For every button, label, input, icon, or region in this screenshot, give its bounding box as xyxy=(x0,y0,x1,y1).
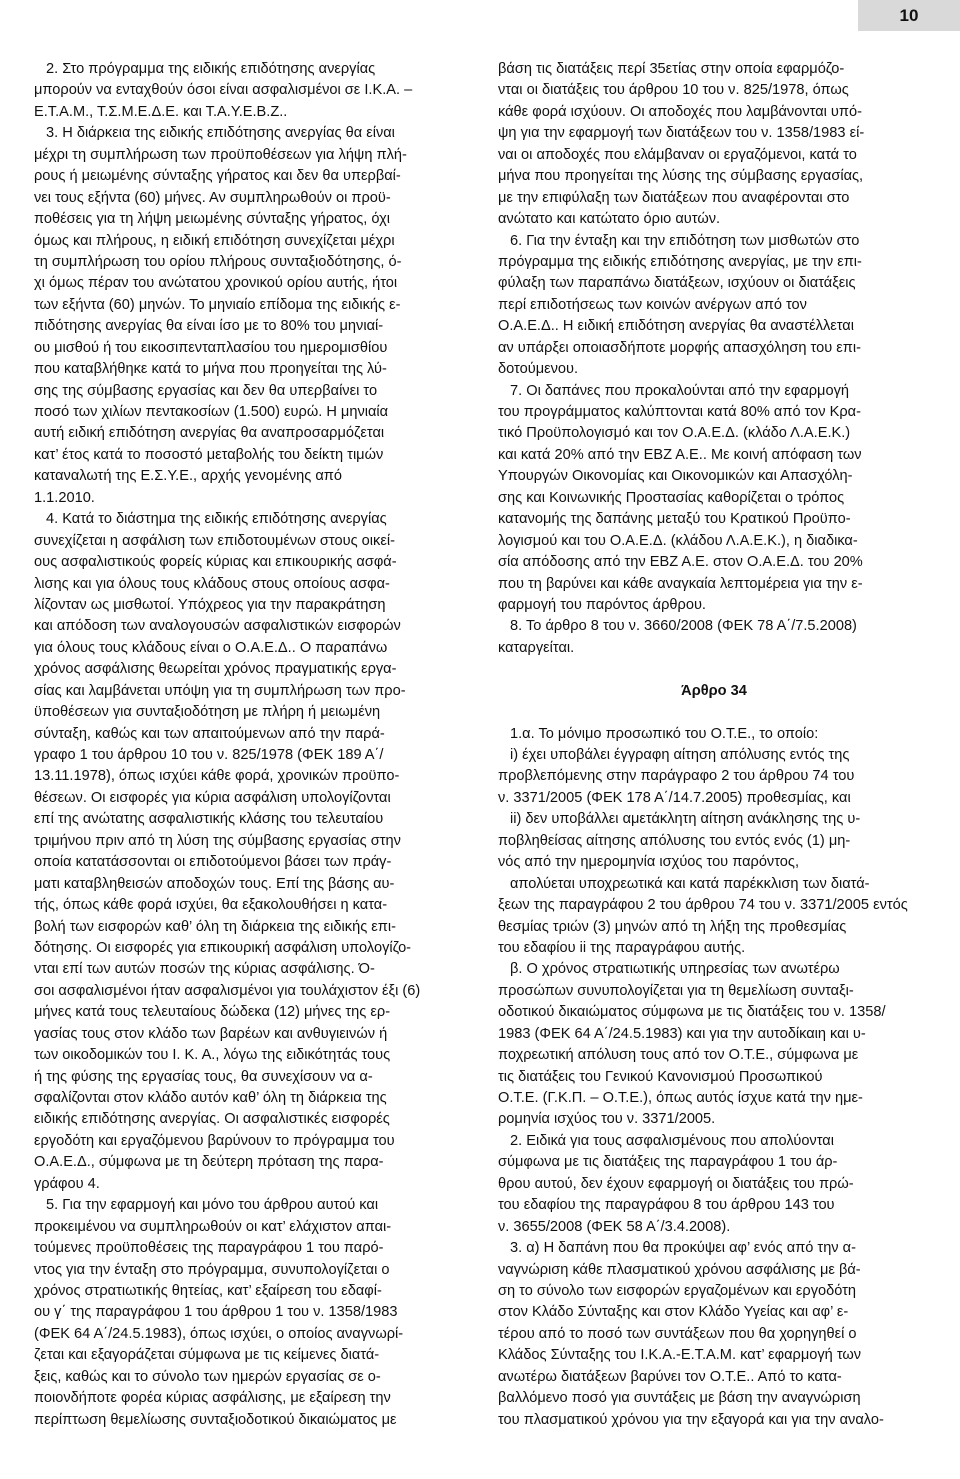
text-line: ου γ΄ της παραγράφου 1 του άρθρου 1 του ν. 1358/1983 xyxy=(34,1304,398,1321)
text-line: προβλεπόμενης στην παράγραφο 2 του άρθρου 74 του xyxy=(498,768,855,785)
text-line: θεσμίας τριών (3) μηνών από τη λήξη της προθεσμίας xyxy=(498,918,847,935)
text-line: τη συμπλήρωση του ορίου πλήρους συνταξιοδότησης, ό- xyxy=(34,253,402,270)
text-line: Ο.Α.Ε.Δ.. Η ειδική επιδότηση ανεργίας θα αναστέλλεται xyxy=(498,318,854,335)
text-line: σοι ασφαλισμένοι ήταν ασφαλισμένοι για τουλάχιστον έξι (6) xyxy=(34,982,421,999)
text-line: βολή των εισφορών καθ’ όλη τη διάρκεια της ειδικής επι- xyxy=(34,918,396,935)
text-line: Ο.Τ.Ε. (Γ.Κ.Π. – Ο.Τ.Ε.), όπως αυτός ίσχυε κατά την ημε- xyxy=(498,1090,863,1106)
text-line: ποθέσεις για τη λήψη μειωμένης σύνταξης γήρατος, όχι xyxy=(34,211,390,228)
text-line: ανώτατο και κατώτατο όριο αυτών. xyxy=(498,211,721,228)
text-line: ους ασφαλιστικούς φορείς κύριας και επικουρικής ασφά- xyxy=(34,554,397,571)
text-line: νει τους εξήντα (60) μήνες. Αν συμπληρωθούν οι προϋ- xyxy=(34,189,391,206)
text-line: ρομηνία ισχύος του ν. 3371/2005. xyxy=(498,1111,716,1128)
text-line: ποβληθείσας αίτησης απόλυσης του εντός ενός (1) μη- xyxy=(498,832,851,849)
text-line: Ε.Τ.Α.Μ., Τ.Σ.Μ.Ε.Δ.Ε. και Τ.Α.Υ.Ε.Β.Ζ.. xyxy=(34,103,288,120)
text-line: ν. 3371/2005 (ΦΕΚ 178 Α΄/14.7.2005) προθεσμίας, και xyxy=(498,789,851,806)
text-line: ανωτέρω διατάξεων βαρύνει τον Ο.Τ.Ε.. Από το κατα- xyxy=(498,1368,842,1385)
text-line: απολύεται υποχρεωτικά και κατά παρέκκλιση των διατά- xyxy=(510,875,870,892)
text-line: και απόδοση των αναλογουσών ασφαλιστικών εισφορών xyxy=(34,618,401,635)
text-line: 2. Στο πρόγραμμα της ειδικής επιδότησης ανεργίας xyxy=(46,61,376,77)
text-line: σης της σύμβασης εργασίας και δεν θα υπερβαίνει το xyxy=(34,382,378,399)
text-line: χρόνος στρατιωτικής θητείας, κατ’ εξαίρεση του εδαφί- xyxy=(34,1282,382,1299)
text-line: 4. Κατά το διάστημα της ειδικής επιδότησης ανεργίας xyxy=(46,511,387,528)
text-line: 1983 (ΦΕΚ 64 Α΄/24.5.1983) και για την αυτοδίκαιη και υ- xyxy=(498,1025,866,1042)
text-line: κατ’ έτος κατά το ποσοστό μεταβολής του δείκτη τιμών xyxy=(34,446,384,463)
text-line: Ο.Α.Ε.Δ., σύμφωνα με τη δεύτερη πρόταση της παρα- xyxy=(34,1154,384,1171)
text-line: φύλαξη των παραπάνω διατάξεων, ισχύουν οι διατάξεις xyxy=(498,275,856,292)
text-line: ναι οι αποδοχές που ελάμβαναν οι εργαζόμενοι, κατά το xyxy=(498,146,857,163)
text-line: νται οι διατάξεις του άρθρου 10 του ν. 825/1978, όπως xyxy=(498,82,849,99)
text-line: σία απόδοσης από την ΕΒΖ Α.Ε. στον Ο.Α.Ε.Δ. του 20% xyxy=(498,554,863,571)
text-line: βάση τις διατάξεις περί 35ετίας στην οποία εφαρμόζο- xyxy=(498,61,845,77)
page-number-box xyxy=(858,0,960,31)
text-line: αν υπάρξει οποιασδήποτε μορφής απασχόληση του επι- xyxy=(498,339,861,356)
text-line: β. Ο χρόνος στρατιωτικής υπηρεσίας των ανωτέρω xyxy=(510,961,840,978)
text-line: τικό Προϋπολογισμό και τον Ο.Α.Ε.Δ. (κλάδο Λ.Α.Ε.Κ.) xyxy=(498,425,851,442)
text-line: ξεις, καθώς και το σύνολο των ημερών εργασίας σε ο- xyxy=(34,1368,381,1385)
text-line: δότησης. Οι εισφορές για επικουρική ασφάλιση υπολογίζο- xyxy=(34,939,412,956)
text-line: των εξήντα (60) μηνών. Το μηνιαίο επίδομα της ειδικής ε- xyxy=(34,296,401,313)
text-line: ναγνώριση κάθε πλασματικού χρόνου ασφάλισης με βά- xyxy=(498,1261,861,1278)
text-line: 3. Η διάρκεια της ειδικής επιδότησης ανεργίας θα είναι xyxy=(46,125,395,142)
text-line: 1.1.2010. xyxy=(34,489,95,506)
text-line: μπορούν να ενταχθούν όσοι είναι ασφαλισμένοι σε Ι.Κ.Α. – xyxy=(34,82,413,99)
text-line: του εδαφίου ii της παραγράφου αυτής. xyxy=(498,939,746,956)
text-line: ψη για την εφαρμογή των διατάξεων του ν. 1358/1983 εί- xyxy=(498,125,865,142)
text-line: στον Κλάδο Σύνταξης και στον Κλάδο Υγείας και αφ’ ε- xyxy=(498,1304,849,1321)
text-line: με την επιφύλαξη των διατάξεων που αναφέρονται στο xyxy=(498,189,850,206)
text-line: γραφο 1 του άρθρου 10 του ν. 825/1978 (ΦΕΚ 189 Α΄/ xyxy=(34,747,384,763)
text-line: του εδαφίου της παραγράφου 8 του άρθρου 143 του xyxy=(498,1197,835,1214)
text-line: του προγράμματος καλύπτονται κατά 80% από τον Κρα- xyxy=(498,404,861,420)
text-line: σύνταξη, καθώς και των απαιτούμενων από την παρά- xyxy=(34,725,385,742)
text-line: όμως και πλήρους, η ειδική επιδότηση συνεχίζεται μέχρι xyxy=(34,232,395,249)
text-line: εργοδότη και εργαζόμενου βαρύνουν το πρόγραμμα του xyxy=(34,1132,395,1149)
text-line: ου μισθού ή του εικοσιπενταπλασίου του ημερομισθίου xyxy=(34,339,388,356)
text-line: φαρμογή του παρόντος άρθρου. xyxy=(498,596,706,613)
text-line: ρους ή μειωμένης σύνταξης γήρατος και δεν θα υπερβαί- xyxy=(34,168,401,185)
text-line: καταναλωτή της Ε.Σ.Υ.Ε., αρχής γενομένης από xyxy=(34,468,342,485)
blank-line xyxy=(498,659,930,680)
text-line: Κλάδος Σύνταξης του Ι.Κ.Α.-Ε.Τ.Α.Μ. κατ’ εφαρμογή των xyxy=(498,1347,862,1364)
text-line: 8. Το άρθρο 8 του ν. 3660/2008 (ΦΕΚ 78 Α΄/7.5.2008) xyxy=(510,618,857,635)
text-line: ση το σύνολο των εισφορών εργαζομένων και εργοδότη xyxy=(498,1282,857,1299)
text-line: γράφου 4. xyxy=(34,1175,100,1192)
text-line: ή της φύσης της εργασίας τους, θα συνεχίσουν να α- xyxy=(34,1068,373,1085)
text-line: τέρου από το ποσό των συντάξεων που θα χορηγηθεί ο xyxy=(498,1325,857,1342)
text-line: (ΦΕΚ 64 Α΄/24.5.1983), όπως ισχύει, ο οποίος αναγνωρί- xyxy=(34,1325,404,1342)
text-line: τις διατάξεις του Γενικού Κανονισμού Προσωπικού xyxy=(498,1068,823,1085)
right-column xyxy=(498,59,930,1477)
text-line: 1.α. Το μόνιμο προσωπικό του Ο.Τ.Ε., το οποίο: xyxy=(510,725,819,742)
text-line: λισης και για όλους τους κλάδους στους οποίους ασφα- xyxy=(34,575,390,592)
text-line: 7. Οι δαπάνες που προκαλούνται από την εφαρμογή xyxy=(510,382,849,399)
text-line: Υπουργών Οικονομίας και Οικονομικών και Απασχόλη- xyxy=(498,468,853,485)
text-line: 3. α) Η δαπάνη που θα προκύψει αφ’ ενός από την α- xyxy=(510,1240,856,1257)
text-line: επί της ανώτατης ασφαλιστικής κλάσης του τελευταίου xyxy=(34,811,384,828)
text-line: θέσεων. Οι εισφορές για κύρια ασφάλιση υπολογίζονται xyxy=(34,789,391,806)
text-line: προκειμένου να συμπληρωθούν οι κατ’ ελάχιστον απαι- xyxy=(34,1218,392,1235)
text-line: κάθε φορά ισχύουν. Οι αποδοχές που λαμβάνονται υπό- xyxy=(498,103,862,120)
text-line: σίας και λαμβάνεται υπόψη για τη συμπλήρωση των προ- xyxy=(34,682,406,699)
text-line: του πλασματικού χρόνου για την εξαγορά και για την αναλο- xyxy=(498,1411,884,1428)
text-line: τριμήνου πριν από τη λύση της σύμβασης εργασίας στην xyxy=(34,832,401,849)
text-line: νός από την ημερομηνία ισχύος του παρόντος, xyxy=(498,854,799,871)
text-line: 13.11.1978), όπως ισχύει κάθε φορά, χρονικών προϋπο- xyxy=(34,768,400,785)
text-line: σύμφωνα με τις διατάξεις της παραγράφου 1 του άρ- xyxy=(498,1154,838,1171)
text-line: λογισμού και του Ο.Α.Ε.Δ. (κλάδου Λ.Α.Ε.Κ.), η διαδικα- xyxy=(498,532,858,549)
page-number: 10 xyxy=(899,6,919,25)
text-line: 5. Για την εφαρμογή και μόνο του άρθρου αυτού και xyxy=(46,1197,379,1214)
text-line: σης και Κοινωνικής Προστασίας καθορίζεται ο τρόπος xyxy=(498,489,845,506)
text-line: γασίας τους στον κλάδο των βαρέων και ανθυγιεινών ή xyxy=(34,1025,388,1042)
text-line: χρόνος ασφάλισης θεωρείται χρόνος πραγματικής εργα- xyxy=(34,661,397,678)
text-line: μέχρι τη συμπλήρωση των προϋποθέσεων για λήψη πλή- xyxy=(34,146,407,163)
left-column xyxy=(34,59,466,1477)
text-line: και κατά 20% από την ΕΒΖ Α.Ε.. Με κοινή απόφαση των xyxy=(498,446,862,463)
text-line: ποσό των χιλίων πεντακοσίων (1.500) ευρώ. Η μηνιαία xyxy=(34,404,389,420)
text-line: θρου αυτού, δεν έχουν εφαρμογή οι διατάξεις του πρώ- xyxy=(498,1175,854,1192)
text-line: των οικοδομικών του Ι. Κ. Α., λόγω της ειδικότητάς τους xyxy=(34,1047,391,1064)
text-line: κατανομής της δαπάνης μεταξύ του Κρατικού Προϋπο- xyxy=(498,511,851,528)
text-line: ειδικής επιδότησης ανεργίας. Οι ασφαλιστικές εισφορές xyxy=(34,1111,390,1128)
text-line: δοτούμενου. xyxy=(498,361,579,378)
text-line: ii) δεν υποβάλλει αμετάκλητη αίτηση ανάκλησης της υ- xyxy=(510,811,861,828)
text-line: σφαλίζονται στον κλάδο αυτόν καθ’ όλη τη διάρκεια της xyxy=(34,1090,387,1106)
text-line: ποχρεωτική απόλυση τους από τον Ο.Τ.Ε., σύμφωνα με xyxy=(498,1047,859,1064)
text-line: πρόγραμμα της ειδικής επιδότησης ανεργίας, με την επι- xyxy=(498,253,862,270)
text-line: συνεχίζεται η ασφάλιση των επιδοτουμένων στους οικεί- xyxy=(34,532,395,549)
text-line: περίπτωση θεμελίωσης συνταξιοδοτικού δικαιώματος με xyxy=(34,1411,397,1428)
text-line: καταργείται. xyxy=(498,639,575,656)
text-line: i) έχει υποβάλει έγγραφη αίτηση απόλυσης εντός της xyxy=(510,747,850,763)
text-line: ποιονδήποτε φορέα κύριας ασφάλισης, με εξαίρεση την xyxy=(34,1390,391,1407)
text-line: περί επιδοτήσεως των κοινών ανέργων από τον xyxy=(498,296,807,313)
text-line: τούμενες προϋποθέσεις της παραγράφου 1 του παρό- xyxy=(34,1240,384,1257)
text-line: για όλους τους κλάδους είναι ο Ο.Α.Ε.Δ.. Ο παραπάνω xyxy=(34,639,388,656)
text-line: πιδότησης ανεργίας θα είναι ίσο με το 80% του μηνιαί- xyxy=(34,318,384,335)
text-line: ν. 3655/2008 (ΦΕΚ 58 Α΄/3.4.2008). xyxy=(498,1218,731,1235)
blank-line xyxy=(498,702,930,723)
text-line: τής, όπως κάθε φορά ισχύει, θα εξακολουθήσει η κατα- xyxy=(34,897,388,914)
text-line: ξεων της παραγράφου 2 του άρθρου 74 του ν. 3371/2005 εντός xyxy=(498,897,908,914)
text-line: μήνα που προηγείται της λύσης της σύμβασης εργασίας, xyxy=(498,168,864,185)
text-line: που τη βαρύνει και κάθε αναγκαία λεπτομέρεια για την ε- xyxy=(498,575,863,592)
text-line: οποία κατατάσσονται οι επιδοτούμενοι βάσει των πράγ- xyxy=(34,854,392,871)
article-heading: Άρθρο 34 xyxy=(681,682,747,699)
text-line: αυτή ειδική επιδότηση ανεργίας θα αναπροσαρμόζεται xyxy=(34,425,385,442)
text-line: 6. Για την ένταξη και την επιδότηση των μισθωτών στο xyxy=(510,232,860,249)
text-line: μήνες κατά τους τελευταίους δώδεκα (12) μήνες της ερ- xyxy=(34,1004,391,1021)
text-line: χι όμως πέραν του ανώτατου χρονικού ορίου αυτής, ήτοι xyxy=(34,275,398,292)
text-line: 2. Ειδικά για τους ασφαλισμένους που απολύονται xyxy=(510,1132,834,1149)
text-line: λίζονταν ως μισθωτοί. Υπόχρεος για την παρακράτηση xyxy=(34,596,386,613)
text-line: που καταβλήθηκε κατά το μήνα που προηγείται της λύ- xyxy=(34,361,387,378)
text-line: ζεται και εξαγοράζεται σύμφωνα με τις κείμενες διατά- xyxy=(34,1347,380,1364)
text-line: ντος για την ένταξη στο πρόγραμμα, συνυπολογίζεται ο xyxy=(34,1261,390,1278)
text-line: νται επί των αυτών ποσών της κύριας ασφάλισης. Ό- xyxy=(34,961,375,978)
text-line: προσώπων συνυπολογίζεται για τη θεμελίωση συνταξι- xyxy=(498,982,854,999)
text-line: ματι καταβληθεισών αποδοχών τους. Επί της βάσης αυ- xyxy=(34,875,395,892)
text-line: βαλλόμενο ποσό για συντάξεις με βάση την αναγνώριση xyxy=(498,1390,861,1407)
text-line: οδοτικού δικαιώματος σύμφωνα με τις διατάξεις του ν. 1358/ xyxy=(498,1004,886,1021)
text-line: ϋποθέσεων για συνταξιοδότηση με πλήρη ή μειωμένη xyxy=(34,704,381,721)
